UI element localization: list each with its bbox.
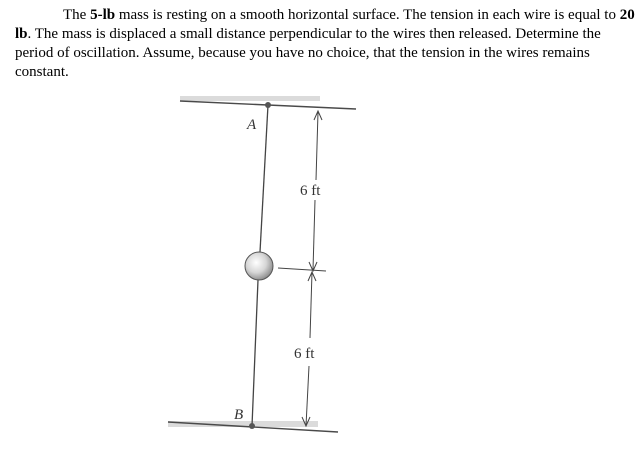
problem-text-2: mass is resting on a smooth horizontal surface. The tension in each wire is equal to	[115, 7, 620, 23]
dimension-label-bottom: 6 ft	[294, 346, 315, 362]
dimension-tick-mid	[278, 268, 326, 271]
wire-lower	[252, 280, 258, 426]
anchor-b	[249, 423, 255, 429]
label-a: A	[247, 117, 257, 133]
mass-ball	[245, 252, 273, 280]
dimension-label-top: 6 ft	[300, 183, 321, 199]
problem-text-3: . The mass is displaced a small distance perpendicular to the wires then released. Determine the period of oscillation. Assume, because you have no choice, that the tension in the wires remains constant.	[15, 26, 601, 80]
problem-text-1: The	[63, 7, 91, 23]
wire-upper	[260, 105, 268, 252]
anchor-a	[265, 102, 271, 108]
mass-value: 5-lb	[90, 7, 116, 23]
tension-value: 20 lb	[15, 7, 635, 42]
label-b: B	[234, 407, 244, 423]
